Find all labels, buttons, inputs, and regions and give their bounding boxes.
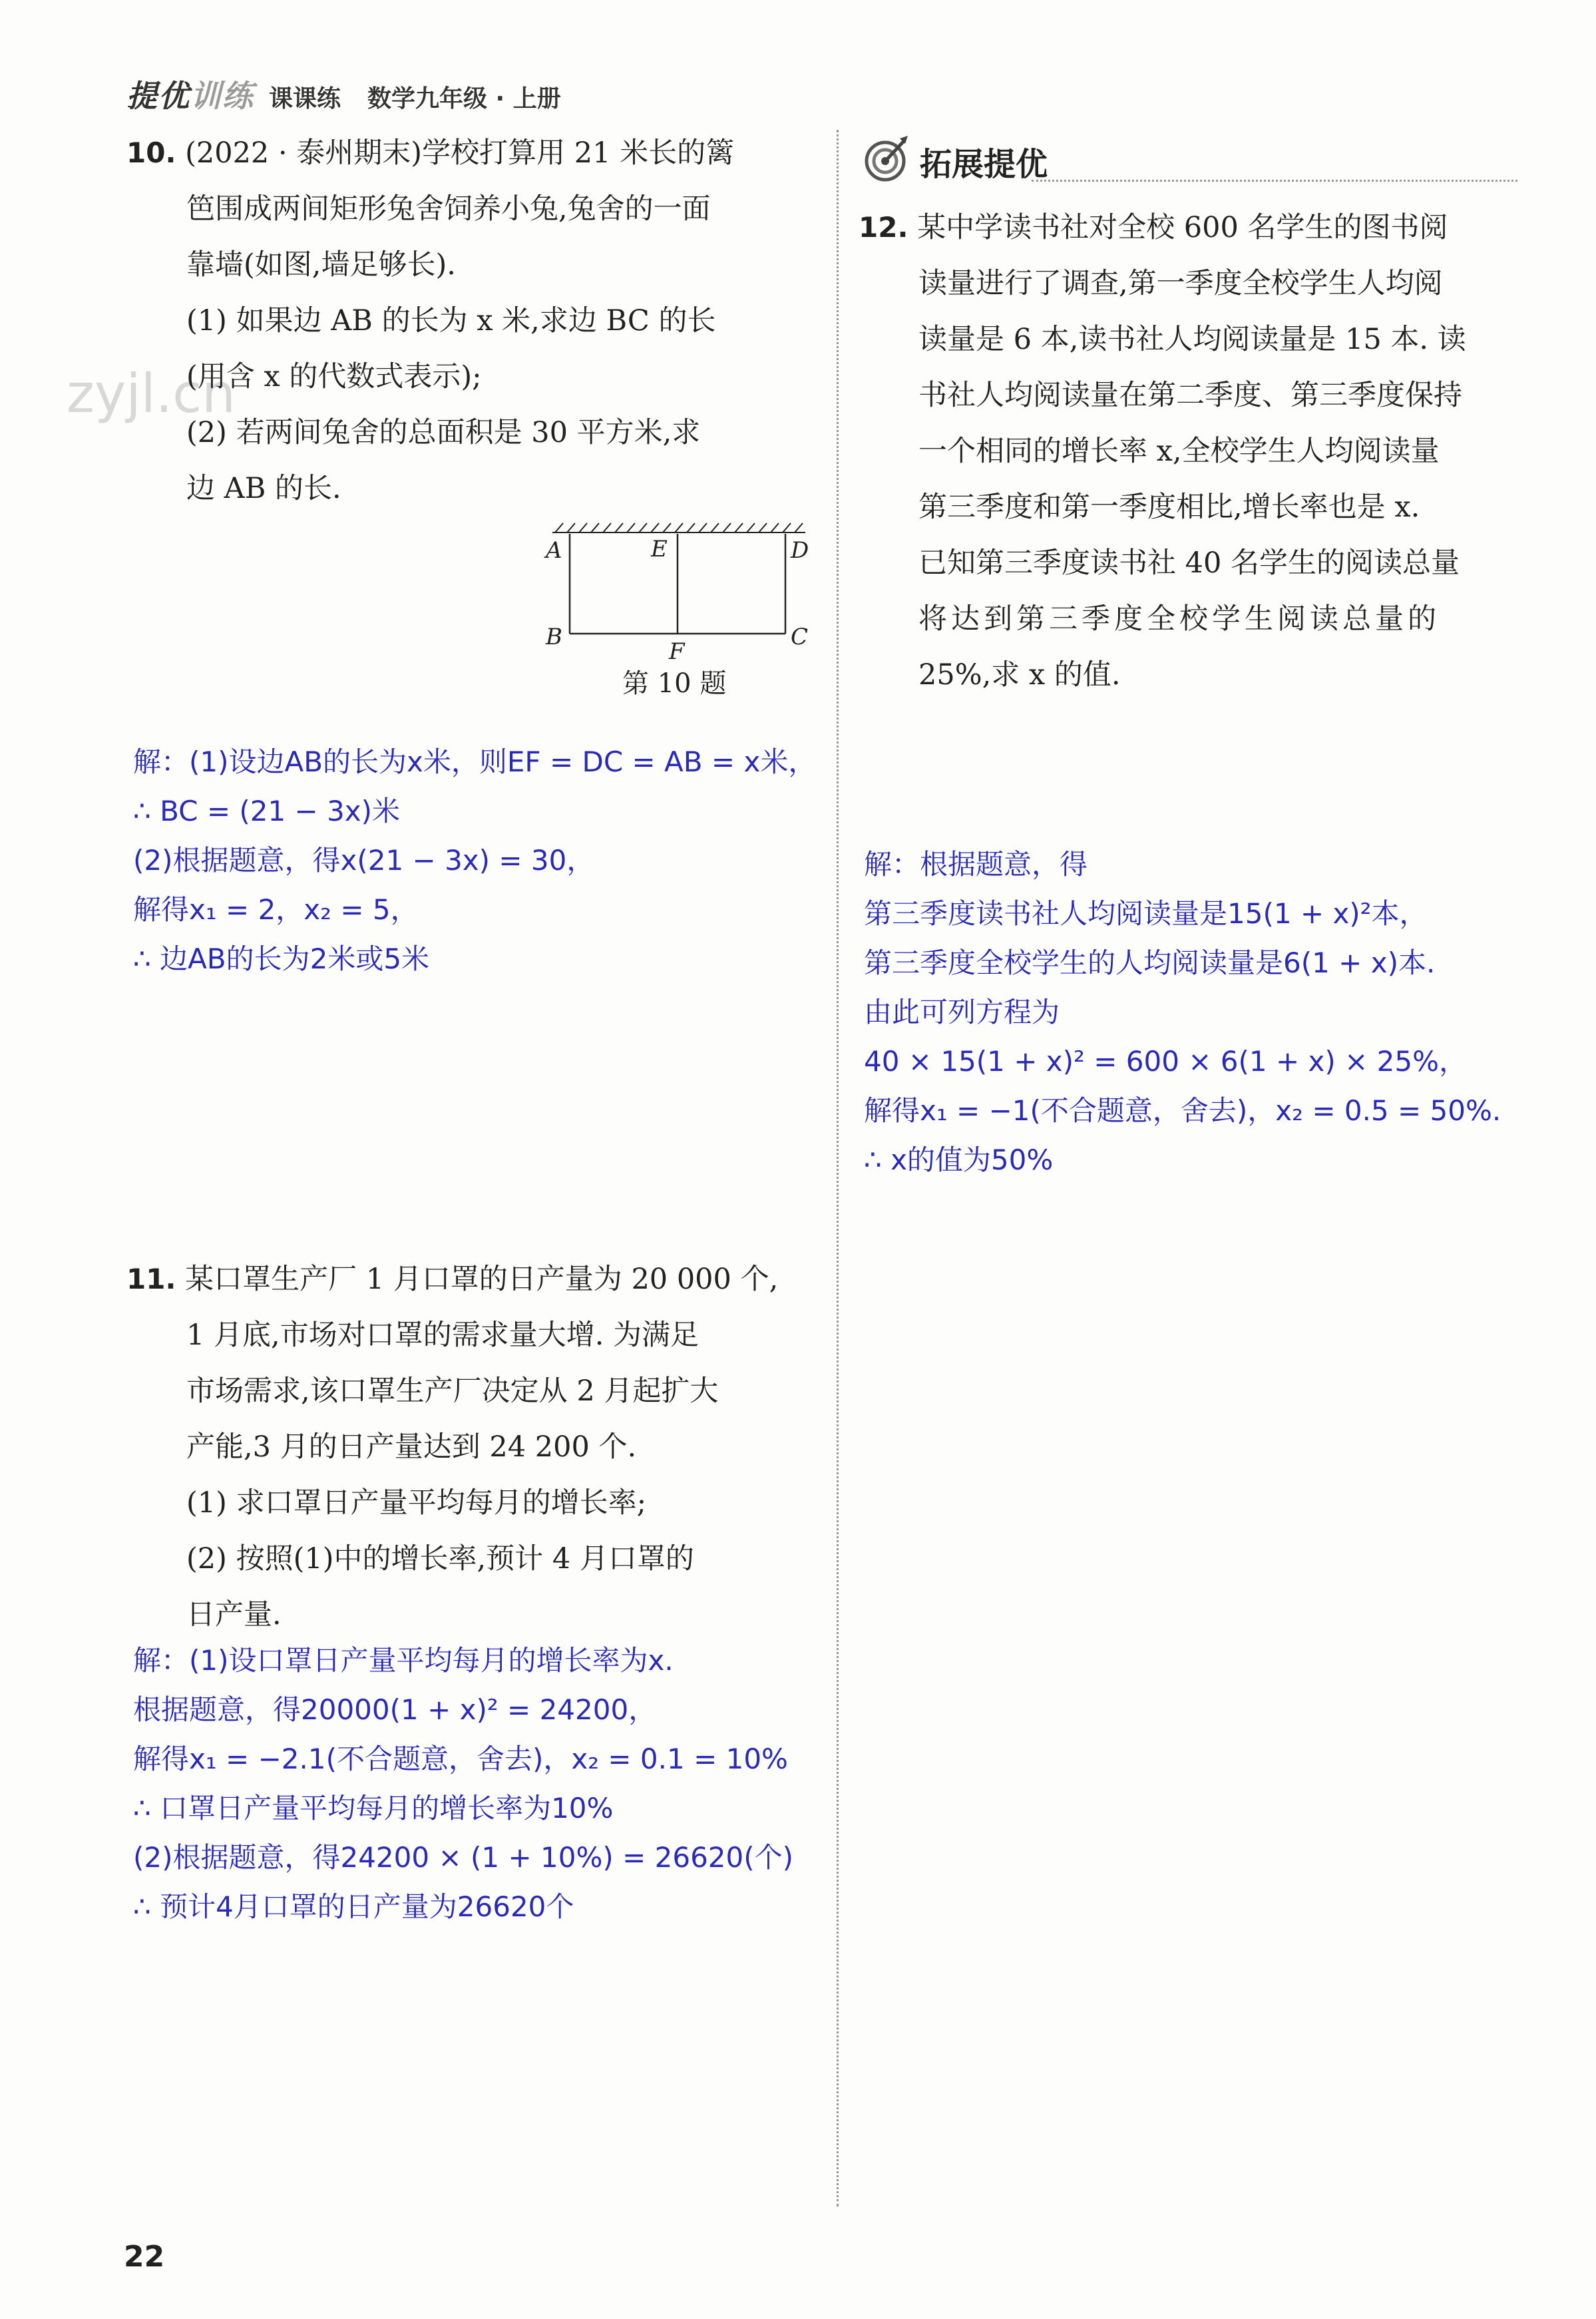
answer-12 bbox=[864, 840, 1583, 1185]
question-10-line: (2) 若两间兔舍的总面积是 30 平方米,求 bbox=[186, 416, 701, 449]
section-header bbox=[859, 133, 1524, 186]
question-11-line: (2) 按照(1)中的增长率,预计 4 月口罩的 bbox=[186, 1542, 694, 1576]
question-11-line: 产能,3 月的日产量达到 24 200 个. bbox=[186, 1430, 637, 1464]
question-12-line: 25%,求 x 的值. bbox=[918, 658, 1121, 692]
question-12-line: 将达到第三季度全校学生阅读总量的 bbox=[918, 602, 1440, 636]
question-11-line: 11. 某口罩生产厂 1 月口罩的日产量为 20 000 个, bbox=[126, 1263, 779, 1296]
question-10-line: (1) 如果边 AB 的长为 x 米,求边 BC 的长 bbox=[186, 304, 716, 337]
answer-10-line: ∴ BC = (21 − 3x)米 bbox=[133, 795, 401, 827]
question-12-line: 12. 某中学读书社对全校 600 名学生的图书阅 bbox=[859, 211, 1448, 244]
question-10 bbox=[126, 125, 825, 517]
answer-11-line: ∴ 预计4月口罩的日产量为26620个 bbox=[133, 1890, 574, 1923]
question-11 bbox=[126, 1251, 825, 1643]
column-divider bbox=[837, 130, 839, 2207]
page-header bbox=[126, 72, 561, 112]
header-subtitle: 课课练 bbox=[269, 85, 341, 112]
label-a: A bbox=[546, 537, 562, 564]
answer-11-line: ∴ 口罩日产量平均每月的增长率为10% bbox=[133, 1792, 614, 1824]
answer-11-line: 解得x₁ = −2.1(不合题意，舍去)，x₂ = 0.1 = 10% bbox=[133, 1743, 788, 1775]
answer-10-line: 解：(1)设边AB的长为x米，则EF = DC = AB = x米， bbox=[133, 745, 817, 778]
question-12-line: 第三季度和第一季度相比,增长率也是 x. bbox=[918, 491, 1420, 524]
question-12-number: 12. bbox=[859, 211, 908, 244]
answer-12-line: ∴ x的值为50% bbox=[864, 1144, 1054, 1176]
figure-caption: 第 10 题 bbox=[622, 668, 727, 699]
answer-10-line: (2)根据题意，得x(21 − 3x) = 30， bbox=[133, 844, 595, 877]
answer-11-line: 解：(1)设口罩日产量平均每月的增长率为x. bbox=[133, 1644, 674, 1677]
question-10-line: (用含 x 的代数式表示); bbox=[186, 360, 482, 393]
question-12-line: 已知第三季度读书社 40 名学生的阅读总量 bbox=[918, 546, 1460, 580]
answer-12-line: 由此可列方程为 bbox=[864, 996, 1060, 1028]
answer-10 bbox=[133, 738, 898, 984]
label-b: B bbox=[546, 624, 562, 650]
question-11-number: 11. bbox=[126, 1263, 176, 1295]
question-10-number: 10. bbox=[126, 136, 176, 169]
target-icon bbox=[859, 133, 912, 186]
answer-12-line: 第三季度全校学生的人均阅读量是6(1 + x)本. bbox=[864, 947, 1436, 979]
answer-11-line: (2)根据题意，得24200 × (1 + 10%) = 26620(个) bbox=[133, 1841, 794, 1874]
question-10-line: 10. (2022 · 泰州期末)学校打算用 21 米长的篱 bbox=[126, 136, 735, 170]
answer-12-line: 解：根据题意，得 bbox=[864, 848, 1088, 881]
question-10-line: 靠墙(如图,墙足够长). bbox=[186, 248, 456, 282]
question-10-figure bbox=[532, 519, 825, 706]
page-number: 22 bbox=[124, 2240, 165, 2274]
header-book-title: 数学九年级 · 上册 bbox=[367, 85, 561, 112]
wall-hatching bbox=[552, 523, 805, 532]
answer-10-line: ∴ 边AB的长为2米或5米 bbox=[133, 943, 430, 975]
watermark: zyjl.cn bbox=[67, 363, 236, 425]
brand-logo: 提优训练 bbox=[126, 78, 254, 114]
label-e: E bbox=[651, 536, 668, 562]
fence-rectangles bbox=[570, 534, 785, 634]
answer-11 bbox=[133, 1636, 832, 1932]
question-12-line: 读量是 6 本,读书社人均阅读量是 15 本. 读 bbox=[918, 323, 1466, 356]
question-12-line: 读量进行了调查,第一季度全校学生人均阅 bbox=[918, 267, 1443, 300]
section-title: 拓展提优 bbox=[920, 146, 1048, 183]
answer-12-line: 第三季度读书社人均阅读量是15(1 + x)²本， bbox=[864, 897, 1428, 930]
label-d: D bbox=[791, 537, 809, 564]
question-11-line: 日产量. bbox=[186, 1598, 282, 1631]
section-rule bbox=[1032, 180, 1517, 182]
answer-10-line: 解得x₁ = 2，x₂ = 5， bbox=[133, 893, 419, 926]
answer-12-line: 解得x₁ = −1(不合题意，舍去)，x₂ = 0.5 = 50%. bbox=[864, 1094, 1501, 1127]
question-12 bbox=[859, 200, 1564, 703]
question-12-line: 一个相同的增长率 x,全校学生人均阅读量 bbox=[918, 435, 1440, 468]
question-11-line: 1 月底,市场对口罩的需求量大增. 为满足 bbox=[186, 1319, 699, 1352]
question-12-line: 书社人均阅读量在第二季度、第三季度保持 bbox=[918, 379, 1462, 412]
question-11-line: 市场需求,该口罩生产厂决定从 2 月起扩大 bbox=[186, 1374, 719, 1408]
label-c: C bbox=[791, 624, 809, 650]
label-f: F bbox=[669, 638, 685, 665]
question-11-line: (1) 求口罩日产量平均每月的增长率; bbox=[186, 1486, 647, 1520]
question-10-line: 笆围成两间矩形兔舍饲养小兔,兔舍的一面 bbox=[186, 192, 711, 226]
answer-12-line: 40 × 15(1 + x)² = 600 × 6(1 + x) × 25%， bbox=[864, 1045, 1468, 1078]
answer-11-line: 根据题意，得20000(1 + x)² = 24200， bbox=[133, 1693, 657, 1726]
question-10-line: 边 AB 的长. bbox=[186, 472, 341, 505]
